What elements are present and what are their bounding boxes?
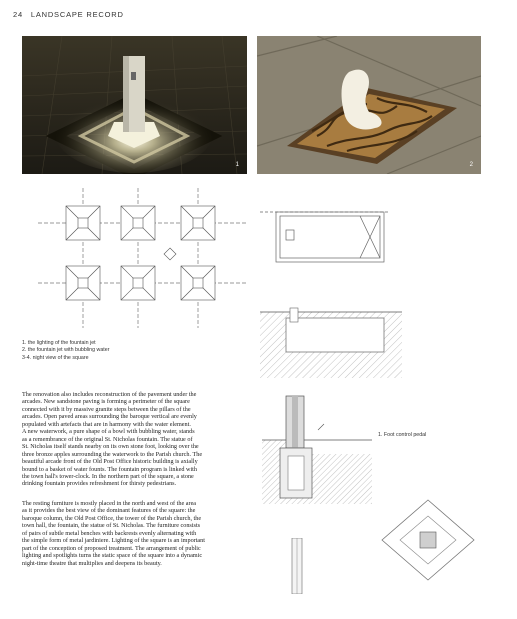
fountain-section-drawing <box>260 300 402 378</box>
fountain-long-section <box>262 392 372 504</box>
site-plan-drawing <box>38 188 248 328</box>
caption-line: 1. the lighting of the fountain jet <box>22 340 96 346</box>
page-number: 24 <box>13 10 23 19</box>
body-paragraph <box>22 500 236 567</box>
body-paragraph-2: The resting furniture is mostly placed in the north and west of the area as it provides the best view of the dominant features of the square: the baroque column, the Old Post Office, the tower of the Parish church, the town hall, the fountain, the statue of St. Nicholas. The furniture consists of pairs of subtle metal benches with backrests evenly alternating with the simple form of metal jardiniere. Lighting of the square is an important part of the conception of proposed treatment. The arrangement of public lighting and spotlights turns the static space of the square into a dynamic night-time theatre that multiplies and deepens its beauty. <box>22 500 205 567</box>
photo-number: 1 <box>235 162 239 168</box>
caption-line: 3-4. night view of the square <box>22 354 89 361</box>
body-paragraph <box>22 391 236 488</box>
running-title: LANDSCAPE RECORD <box>30 10 124 19</box>
figure-captions <box>22 340 109 362</box>
fountain-elevation <box>286 538 308 594</box>
body-paragraph-1: The renovation also includes reconstruction of the pavement under the arcades. New sandstone paving is forming a perimeter of the square connected with it by massive granite steps between the pillars of the arcades. Open paved areas surrounding the baroque vertical are evenly populated with artefacts that are in harmony with the water element. A new waterwork, a pure shape of a bowl with bubbling water, stands as a remembrance of the original St. Nicholas fountain. The statue of St. Nicholas itself stands nearby on its own stone foot, looking over the three bronze apples surrounding the waterwork to the Parish church. The beautiful arcade front of the Old Post Office historic building is axially bound to a basket of water founts. The fountain program is linked with the town hall's tower-clock. In the northern part of the square, a stone drinking fountain provides refreshment for thirsty pedestrians. <box>22 391 203 488</box>
callout-label: 1. Foot control pedal <box>378 432 427 438</box>
photo-number: 2 <box>469 162 473 168</box>
photo-fountain-jet <box>257 36 481 174</box>
fountain-plan-detail <box>260 200 390 272</box>
page-header <box>13 10 124 19</box>
caption-line: 2. the fountain jet with bubbling water <box>22 347 110 354</box>
photo-fountain-night <box>22 36 247 174</box>
fountain-diamond-plan <box>380 498 476 582</box>
